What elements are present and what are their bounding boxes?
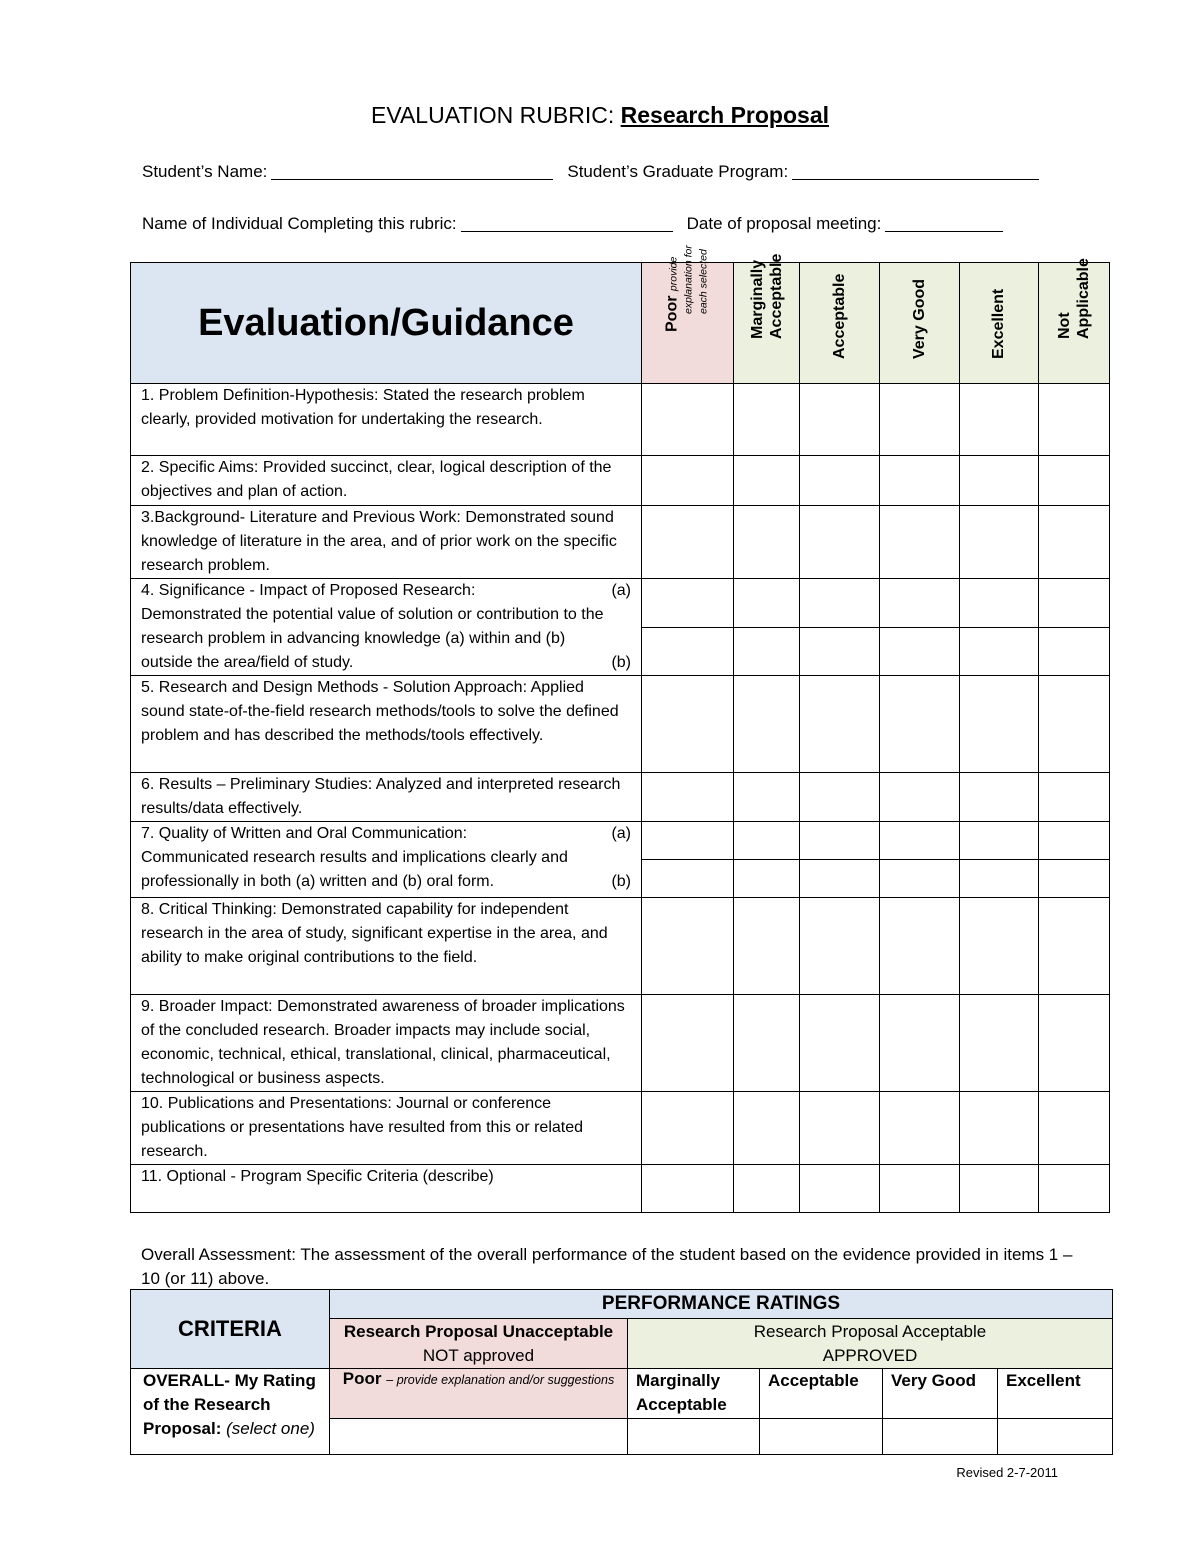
criterion-2: 2. Specific Aims: Provided succinct, clear, logical description of the objectives and plan of action. [131, 456, 642, 506]
performance-ratings-heading: PERFORMANCE RATINGS [330, 1290, 1113, 1319]
poor-label: Poor [663, 295, 680, 332]
rating-cell[interactable] [800, 676, 880, 773]
acceptable-line-2: APPROVED [822, 1345, 918, 1365]
table-row [131, 995, 1110, 1092]
page-title [0, 102, 1200, 129]
rating-cell[interactable] [642, 627, 734, 676]
rating-cell[interactable] [880, 456, 960, 506]
completer-info-row [142, 210, 1095, 234]
rating-cell[interactable] [960, 773, 1039, 822]
rating-cell[interactable] [1039, 579, 1110, 628]
evaluation-guidance-heading: Evaluation/Guidance [131, 263, 642, 384]
criterion-4 [131, 579, 642, 676]
overall-marginally-heading: Marginally Acceptable [628, 1369, 760, 1419]
rating-cell[interactable] [1039, 898, 1110, 995]
overall-label-line-3: Proposal: [143, 1419, 222, 1438]
rating-cell[interactable] [1039, 1165, 1110, 1213]
rating-cell[interactable] [642, 676, 734, 773]
excellent-label: Excellent [990, 288, 1007, 359]
very-good-label: Very Good [910, 278, 928, 359]
column-poor [642, 245, 734, 384]
overall-rating-cell[interactable] [330, 1419, 628, 1455]
table-row [131, 1092, 1110, 1165]
acceptable-label: Acceptable [830, 273, 848, 359]
rating-cell[interactable] [1039, 676, 1110, 773]
table-row [131, 456, 1110, 506]
unacceptable-line-2: NOT approved [422, 1345, 535, 1365]
rating-cell[interactable] [734, 898, 800, 995]
overall-rating-cell[interactable] [760, 1419, 883, 1455]
rating-cell[interactable] [800, 822, 880, 860]
rating-cell[interactable] [1039, 995, 1110, 1092]
rating-cell[interactable] [960, 1165, 1039, 1213]
overall-very-good-heading: Very Good [883, 1369, 998, 1419]
completer-name-field[interactable] [461, 213, 673, 232]
rating-cell[interactable] [880, 506, 960, 579]
criterion-7-title: 7. Quality of Written and Oral Communication: [141, 825, 468, 842]
poor-note-3: each selected [697, 249, 709, 314]
meeting-date-field[interactable] [885, 213, 1003, 232]
not-applicable-label-1: Not [1056, 312, 1073, 339]
rating-cell[interactable] [1039, 384, 1110, 456]
rating-cell[interactable] [880, 384, 960, 456]
overall-label-line-1: OVERALL- My Rating [143, 1371, 316, 1390]
rating-cell[interactable] [960, 898, 1039, 995]
column-not-applicable [1039, 258, 1110, 384]
table-row [131, 898, 1110, 995]
rating-cell[interactable] [880, 627, 960, 676]
rating-cell[interactable] [800, 773, 880, 822]
student-name-field[interactable] [271, 161, 553, 180]
rating-cell[interactable] [1039, 773, 1110, 822]
criterion-1: 1. Problem Definition-Hypothesis: Stated the research problem clearly, provided motivation for undertaking the research. [131, 384, 642, 456]
unacceptable-heading [330, 1319, 628, 1369]
criterion-3: 3.Background- Literature and Previous Work: Demonstrated sound knowledge of literature in the area, and of prior work on the specific research problem. [131, 506, 642, 579]
rating-cell[interactable] [800, 456, 880, 506]
criterion-8: 8. Critical Thinking: Demonstrated capability for independent research in the area of study, significant expertise in the area, and ability to make original contributions to the field. [131, 898, 642, 995]
column-excellent [960, 263, 1039, 384]
rating-cell[interactable] [880, 822, 960, 860]
mark-b: (b) [611, 654, 631, 671]
revised-date: Revised 2-7-2011 [956, 1465, 1058, 1480]
overall-poor-note: – provide explanation and/or suggestions [386, 1373, 615, 1387]
rating-cell[interactable] [642, 384, 734, 456]
mark-b: (b) [611, 873, 631, 890]
student-info-row [142, 158, 1095, 182]
criterion-9: 9. Broader Impact: Demonstrated awareness of broader implications of the concluded research. Broader impacts may include social, economic, technical, ethical, translational, clinical, pharmaceutical, technological or business aspects. [131, 995, 642, 1092]
rating-cell[interactable] [734, 579, 800, 628]
rating-cell[interactable] [960, 1092, 1039, 1165]
rating-cell[interactable] [960, 822, 1039, 860]
rating-cell[interactable] [880, 676, 960, 773]
table-row [131, 384, 1110, 456]
evaluation-rubric-table [130, 245, 1110, 1213]
overall-label-line-2: of the Research [143, 1395, 271, 1414]
rating-cell[interactable] [1039, 627, 1110, 676]
rating-cell[interactable] [960, 456, 1039, 506]
overall-rating-label [131, 1369, 330, 1455]
criterion-10: 10. Publications and Presentations: Journal or conference publications or presentations have resulted from this or related research. [131, 1092, 642, 1165]
rating-cell[interactable] [880, 860, 960, 898]
criterion-6: 6. Results – Preliminary Studies: Analyzed and interpreted research results/data effectively. [131, 773, 642, 822]
column-marginally-acceptable [734, 253, 800, 384]
graduate-program-label: Student’s Graduate Program: [567, 162, 789, 181]
rating-cell[interactable] [642, 898, 734, 995]
rating-cell[interactable] [960, 627, 1039, 676]
rating-cell[interactable] [880, 995, 960, 1092]
rating-cell[interactable] [734, 822, 800, 860]
criterion-11: 11. Optional - Program Specific Criteria (describe) [131, 1165, 642, 1213]
overall-rating-cell[interactable] [883, 1419, 998, 1455]
table-row [131, 506, 1110, 579]
poor-note-2: explanation for [682, 245, 694, 314]
performance-ratings-table [130, 1289, 1113, 1455]
poor-note-1: provide [667, 256, 679, 292]
table-row [131, 773, 1110, 822]
rating-cell[interactable] [1039, 456, 1110, 506]
rating-cell[interactable] [1039, 1092, 1110, 1165]
rating-cell[interactable] [960, 384, 1039, 456]
rating-cell[interactable] [1039, 860, 1110, 898]
meeting-date-label: Date of proposal meeting: [686, 214, 882, 233]
criterion-7 [131, 822, 642, 898]
rating-cell[interactable] [734, 1092, 800, 1165]
rating-cell[interactable] [800, 384, 880, 456]
title-prefix: EVALUATION RUBRIC: [370, 102, 621, 128]
rating-cell[interactable] [734, 860, 800, 898]
overall-assessment-text: Overall Assessment: The assessment of the overall performance of the student based on the evidence provided in items 1 – 10 (or 11) above. [141, 1245, 1073, 1288]
rating-cell[interactable] [800, 506, 880, 579]
unacceptable-line-1: Research Proposal Unacceptable [343, 1321, 614, 1341]
overall-rating-cell[interactable] [628, 1419, 760, 1455]
column-very-good [880, 263, 960, 384]
title-emphasis: Research Proposal [620, 102, 829, 128]
rating-cell[interactable] [1039, 506, 1110, 579]
rating-cell[interactable] [960, 506, 1039, 579]
rating-cell[interactable] [800, 995, 880, 1092]
completer-name-label: Name of Individual Completing this rubric: [142, 214, 457, 233]
rating-cell[interactable] [734, 676, 800, 773]
overall-poor-heading [330, 1369, 628, 1419]
rating-cell[interactable] [642, 579, 734, 628]
student-name-label: Student’s Name: [142, 162, 268, 181]
table-row [131, 1165, 1110, 1213]
rating-cell[interactable] [880, 773, 960, 822]
rating-cell[interactable] [800, 627, 880, 676]
rating-cell[interactable] [642, 822, 734, 860]
overall-label-select-one: (select one) [226, 1419, 315, 1438]
rating-cell[interactable] [642, 773, 734, 822]
overall-acceptable-heading: Acceptable [760, 1369, 883, 1419]
table-row [131, 579, 1110, 628]
rating-cell[interactable] [800, 860, 880, 898]
mark-a: (a) [611, 582, 631, 599]
rating-cell[interactable] [960, 676, 1039, 773]
rating-cell[interactable] [734, 773, 800, 822]
criterion-4-body: Demonstrated the potential value of solution or contribution to the research problem in advancing knowledge (a) within and (b) outside the area/field of study. [141, 606, 604, 671]
rating-cell[interactable] [642, 1165, 734, 1213]
rating-cell[interactable] [642, 860, 734, 898]
criteria-heading: CRITERIA [131, 1290, 330, 1369]
marginally-label-1: Marginally [748, 259, 766, 339]
not-applicable-label-2: Applicable [1075, 258, 1092, 339]
rating-cell[interactable] [960, 579, 1039, 628]
rating-cell[interactable] [734, 1165, 800, 1213]
graduate-program-field[interactable] [792, 161, 1039, 180]
rating-cell[interactable] [642, 456, 734, 506]
rating-cell[interactable] [642, 506, 734, 579]
table-row [131, 676, 1110, 773]
criterion-5: 5. Research and Design Methods - Solution Approach: Applied sound state-of-the-field research methods/tools to solve the defined problem and has described the methods/tools effectively. [131, 676, 642, 773]
rating-cell[interactable] [880, 1092, 960, 1165]
rating-cell[interactable] [734, 627, 800, 676]
overall-poor-label: Poor [342, 1369, 382, 1388]
acceptable-line-1: Research Proposal Acceptable [753, 1321, 987, 1341]
rating-cell[interactable] [880, 898, 960, 995]
rating-cell[interactable] [1039, 822, 1110, 860]
acceptable-heading [628, 1319, 1113, 1369]
mark-a: (a) [611, 825, 631, 842]
criterion-7-body: Communicated research results and implications clearly and professionally in both (a) written and (b) oral form. [141, 849, 568, 890]
column-acceptable [800, 263, 880, 384]
rating-cell[interactable] [880, 579, 960, 628]
criterion-4-title: 4. Significance - Impact of Proposed Research: [141, 582, 476, 599]
overall-rating-cell[interactable] [998, 1419, 1113, 1455]
rating-cell[interactable] [800, 1092, 880, 1165]
rating-cell[interactable] [960, 860, 1039, 898]
rating-cell[interactable] [734, 506, 800, 579]
rating-cell[interactable] [734, 384, 800, 456]
rating-cell[interactable] [880, 1165, 960, 1213]
table-row [131, 822, 1110, 860]
rating-cell[interactable] [800, 1165, 880, 1213]
rating-cell[interactable] [642, 1092, 734, 1165]
rating-cell[interactable] [800, 579, 880, 628]
rating-cell[interactable] [734, 456, 800, 506]
overall-excellent-heading: Excellent [998, 1369, 1113, 1419]
rating-cell[interactable] [734, 995, 800, 1092]
rating-cell[interactable] [800, 898, 880, 995]
rating-cell[interactable] [642, 995, 734, 1092]
rating-cell[interactable] [960, 995, 1039, 1092]
marginally-label-2: Acceptable [767, 253, 785, 339]
